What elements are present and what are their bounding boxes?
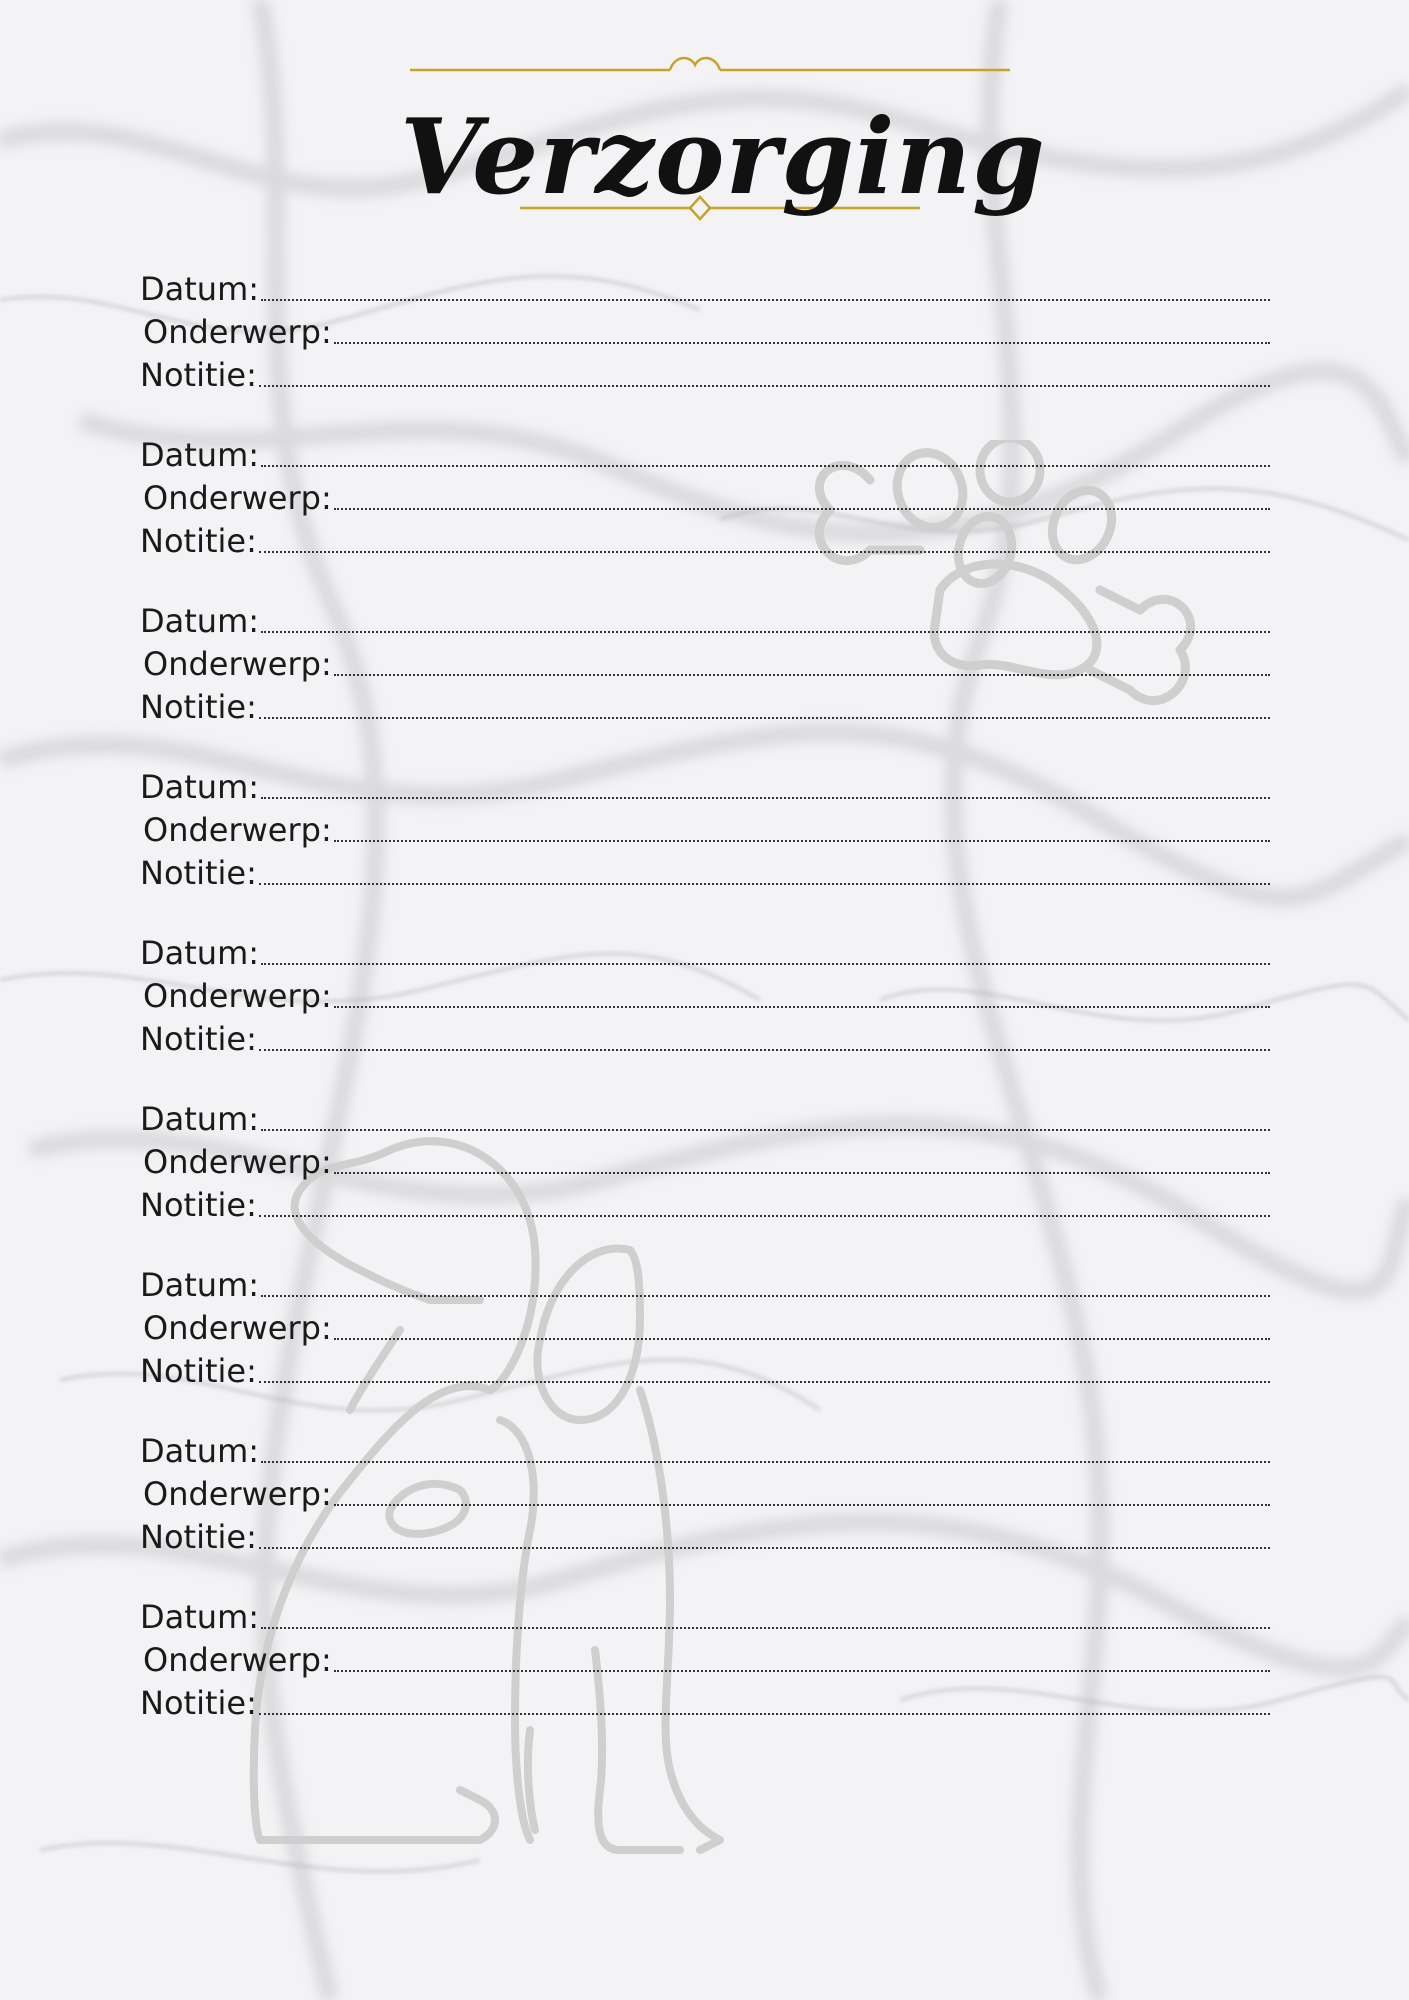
note-line[interactable] [259, 1713, 1270, 1715]
subject-row [140, 1467, 1270, 1513]
subject-line[interactable] [334, 1338, 1270, 1340]
date-label: Datum: [140, 768, 260, 806]
subject-line[interactable] [334, 1006, 1270, 1008]
note-row [140, 514, 1270, 560]
subject-row [140, 471, 1270, 517]
subject-row [140, 1633, 1270, 1679]
subject-line[interactable] [334, 840, 1270, 842]
note-row [140, 348, 1270, 394]
subject-label: Onderwerp: [143, 1475, 332, 1513]
date-label: Datum: [140, 934, 260, 972]
subject-label: Onderwerp: [143, 479, 332, 517]
note-label: Notitie: [140, 1684, 257, 1722]
note-label: Notitie: [140, 1186, 257, 1224]
note-label: Notitie: [140, 356, 257, 394]
date-line[interactable] [261, 299, 1270, 301]
entry [140, 428, 1270, 594]
subject-label: Onderwerp: [143, 811, 332, 849]
date-row [140, 594, 1270, 640]
date-row [140, 1258, 1270, 1304]
note-row [140, 1012, 1270, 1058]
subject-label: Onderwerp: [143, 1309, 332, 1347]
entry [140, 1424, 1270, 1590]
entry-list [140, 262, 1270, 1756]
date-label: Datum: [140, 1598, 260, 1636]
date-row [140, 428, 1270, 474]
note-line[interactable] [259, 883, 1270, 885]
entry [140, 1092, 1270, 1258]
date-line[interactable] [261, 631, 1270, 633]
note-line[interactable] [259, 551, 1270, 553]
note-label: Notitie: [140, 688, 257, 726]
date-line[interactable] [261, 1295, 1270, 1297]
note-line[interactable] [259, 1049, 1270, 1051]
entry [140, 1590, 1270, 1756]
note-label: Notitie: [140, 1518, 257, 1556]
date-line[interactable] [261, 1461, 1270, 1463]
entry [140, 760, 1270, 926]
date-line[interactable] [261, 1129, 1270, 1131]
note-label: Notitie: [140, 854, 257, 892]
date-row [140, 1424, 1270, 1470]
date-label: Datum: [140, 1100, 260, 1138]
entry [140, 594, 1270, 760]
subject-row [140, 803, 1270, 849]
subject-row [140, 305, 1270, 351]
note-line[interactable] [259, 385, 1270, 387]
entry [140, 926, 1270, 1092]
entry [140, 1258, 1270, 1424]
subject-line[interactable] [334, 342, 1270, 344]
subject-line[interactable] [334, 1670, 1270, 1672]
note-label: Notitie: [140, 522, 257, 560]
note-row [140, 1510, 1270, 1556]
subject-row [140, 1301, 1270, 1347]
note-line[interactable] [259, 1381, 1270, 1383]
entry [140, 262, 1270, 428]
note-row [140, 1676, 1270, 1722]
date-line[interactable] [261, 963, 1270, 965]
date-label: Datum: [140, 436, 260, 474]
date-label: Datum: [140, 1266, 260, 1304]
subject-label: Onderwerp: [143, 1641, 332, 1679]
date-row [140, 1092, 1270, 1138]
note-line[interactable] [259, 717, 1270, 719]
date-row [140, 926, 1270, 972]
date-label: Datum: [140, 270, 260, 308]
date-row [140, 262, 1270, 308]
date-label: Datum: [140, 1432, 260, 1470]
note-row [140, 1178, 1270, 1224]
note-line[interactable] [259, 1547, 1270, 1549]
subject-label: Onderwerp: [143, 645, 332, 683]
note-row [140, 680, 1270, 726]
subject-label: Onderwerp: [143, 313, 332, 351]
subject-row [140, 1135, 1270, 1181]
subject-line[interactable] [334, 508, 1270, 510]
date-row [140, 760, 1270, 806]
date-line[interactable] [261, 465, 1270, 467]
subject-label: Onderwerp: [143, 1143, 332, 1181]
note-row [140, 1344, 1270, 1390]
subject-line[interactable] [334, 1504, 1270, 1506]
subject-line[interactable] [334, 1172, 1270, 1174]
subject-row [140, 637, 1270, 683]
page-header [400, 55, 1046, 255]
subject-line[interactable] [334, 674, 1270, 676]
date-label: Datum: [140, 602, 260, 640]
note-label: Notitie: [140, 1020, 257, 1058]
note-row [140, 846, 1270, 892]
note-line[interactable] [259, 1215, 1270, 1217]
date-line[interactable] [261, 1627, 1270, 1629]
subject-row [140, 969, 1270, 1015]
page-title: Verzorging [400, 95, 1046, 218]
date-line[interactable] [261, 797, 1270, 799]
note-label: Notitie: [140, 1352, 257, 1390]
subject-label: Onderwerp: [143, 977, 332, 1015]
date-row [140, 1590, 1270, 1636]
